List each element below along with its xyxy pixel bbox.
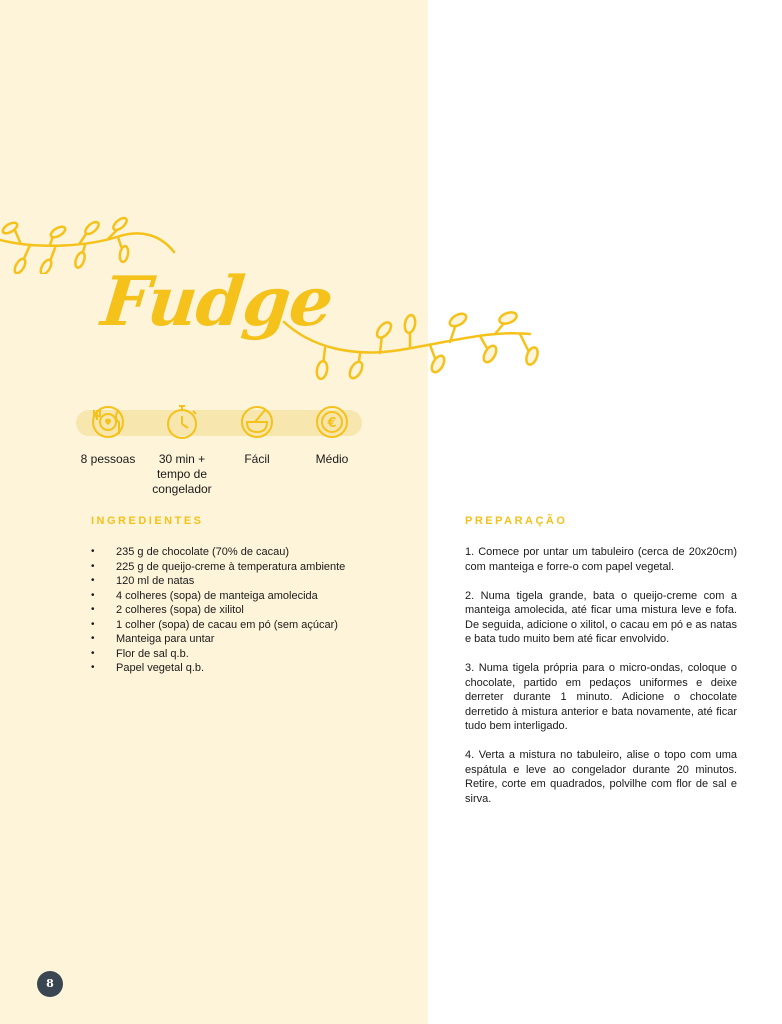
list-item: • 4 colheres (sopa) de manteiga amolecida (91, 589, 345, 604)
list-item: • 235 g de chocolate (70% de cacau) (91, 545, 345, 560)
page-number-badge: 8 (37, 971, 63, 997)
ingredients-list (91, 545, 345, 676)
preparation-step: 2. Numa tigela grande, bata o queijo-creme com a manteiga amolecida, até ficar uma mistura leve e fofa. De seguida, adicione o xilitol, o cacau em pó e as natas e bata tudo muito bem até ficar envolvido. (465, 589, 737, 645)
euro-coin-icon (314, 404, 350, 440)
ingredients-heading: INGREDIENTES (91, 515, 204, 527)
meta-time (142, 404, 222, 497)
list-item: • 120 ml de natas (91, 574, 345, 589)
list-item: • 2 colheres (sopa) de xilitol (91, 603, 345, 618)
list-item: • Papel vegetal q.b. (91, 661, 345, 676)
recipe-title: Fudge (97, 262, 337, 342)
meta-cost (292, 404, 372, 467)
list-item: • 1 colher (sopa) de cacau em pó (sem açúcar) (91, 618, 345, 633)
list-item: • 225 g de queijo-creme à temperatura ambiente (91, 560, 345, 575)
list-item: • Manteiga para untar (91, 632, 345, 647)
preparation-step: 3. Numa tigela própria para o micro-ondas, coloque o chocolate, partido em pedaços uniformes e deixe derreter durante 1 minuto. Adicione o chocolate derretido à mistura anterior e bata novamente, até ficar tudo bem interligado. (465, 662, 737, 732)
preparation-step: 4. Verta a mistura no tabuleiro, alise o topo com uma espátula e leve ao congelador durante 20 minutos. Retire, corte em quadrados, polvilhe com flor de sal e sirva. (465, 749, 737, 805)
meta-servings-label: 8 pessoas (80, 452, 136, 466)
stopwatch-icon (164, 404, 200, 440)
meta-time-label: 30 min + tempo de congelador (152, 452, 212, 496)
mortar-pestle-icon (239, 404, 275, 440)
meta-cost-label: Médio (315, 452, 349, 466)
preparation-heading: PREPARAÇÃO (465, 515, 568, 527)
meta-difficulty (217, 404, 297, 467)
plate-cutlery-icon (90, 404, 126, 440)
list-item: • Flor de sal q.b. (91, 647, 345, 662)
preparation-step: 1. Comece por untar um tabuleiro (cerca de 20x20cm) com manteiga e forre-o com papel vegetal. (465, 546, 737, 573)
svg-text:€: € (327, 416, 337, 431)
meta-difficulty-label: Fácil (244, 452, 270, 466)
meta-servings (68, 404, 148, 467)
preparation-steps (465, 545, 737, 821)
